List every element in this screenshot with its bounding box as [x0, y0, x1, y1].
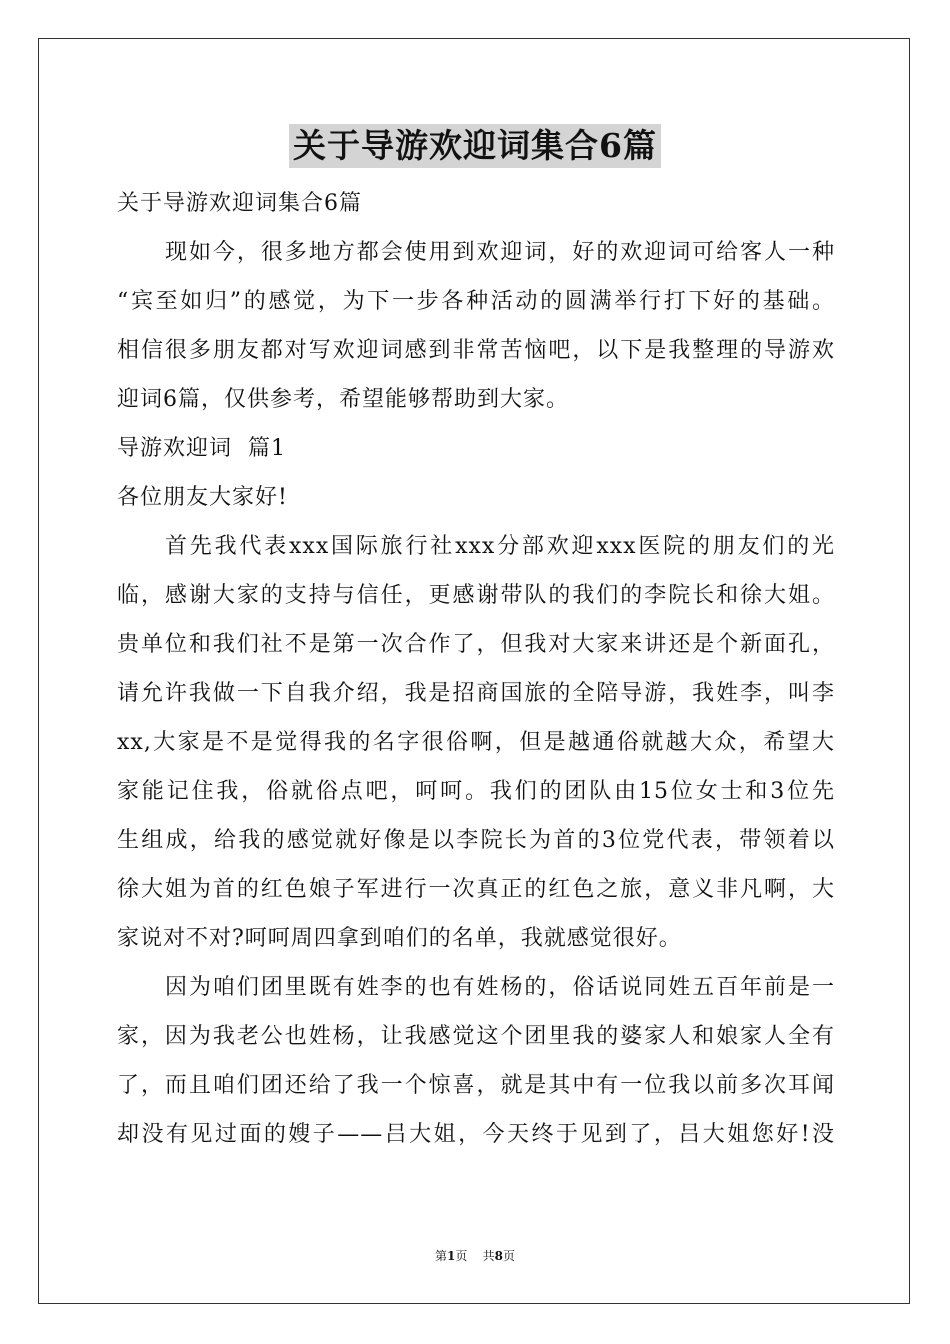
text-line: 生组成，给我的感觉就好像是以李院长为首的3位党代表，带领着以 [117, 828, 835, 853]
text-line: 相信很多朋友都对写欢迎词感到非常苦恼吧，以下是我整理的导游欢 [117, 338, 835, 363]
text-line: 请允许我做一下自我介绍，我是招商国旅的全陪导游，我姓李，叫李 [117, 681, 835, 706]
text-line: 家，因为我老公也姓杨，让我感觉这个团里我的婆家人和娘家人全有 [117, 1024, 835, 1049]
page-suffix: 页 [455, 1249, 468, 1263]
text-line: 现如今，很多地方都会使用到欢迎词，好的欢迎词可给客人一种 [165, 240, 835, 265]
current-page-number: 1 [446, 1249, 456, 1263]
text-line: 了，而且咱们团还给了我一个惊喜，就是其中有一位我以前多次耳闻 [117, 1073, 835, 1098]
text-line: 关于导游欢迎词集合6篇 [117, 191, 362, 216]
page-prefix: 第 [434, 1249, 447, 1263]
total-suffix: 页 [503, 1249, 516, 1263]
greeting-line: 各位朋友大家好! [117, 485, 288, 510]
page-footer [0, 1248, 950, 1264]
text-line: 首先我代表xxx国际旅行社xxx分部欢迎xxx医院的朋友们的光 [165, 534, 835, 559]
document-title: 关于导游欢迎词集合6篇 [289, 124, 661, 168]
text-line: 徐大姐为首的红色娘子军进行一次真正的红色之旅，意义非凡啊，大 [117, 877, 835, 902]
text-line: xx,大家是不是觉得我的名字很俗啊，但是越通俗就越大众，希望大 [117, 730, 835, 755]
document-body [117, 179, 835, 1159]
text-line: 家能记住我，俗就俗点吧，呵呵。我们的团队由15位女士和3位先 [117, 779, 835, 804]
text-line: 临，感谢大家的支持与信任，更感谢带队的我们的李院长和徐大姐。 [117, 583, 835, 608]
text-line: 却没有见过面的嫂子——吕大姐，今天终于见到了，吕大姐您好!没 [117, 1122, 835, 1147]
text-line: 迎词6篇，仅供参考，希望能够帮助到大家。 [117, 387, 569, 412]
section-heading: 导游欢迎词 篇1 [117, 436, 286, 461]
text-line: 贵单位和我们社不是第一次合作了，但我对大家来讲还是个新面孔， [117, 632, 835, 657]
total-page-count: 8 [494, 1249, 503, 1263]
text-line: 因为咱们团里既有姓李的也有姓杨的，俗话说同姓五百年前是一 [165, 975, 835, 1000]
text-line: “宾至如归”的感觉，为下一步各种活动的圆满举行打下好的基础。 [117, 289, 835, 314]
total-prefix: 共 [482, 1249, 495, 1263]
text-line: 家说对不对?呵呵周四拿到咱们的名单，我就感觉很好。 [117, 926, 682, 951]
title-container [0, 124, 950, 168]
